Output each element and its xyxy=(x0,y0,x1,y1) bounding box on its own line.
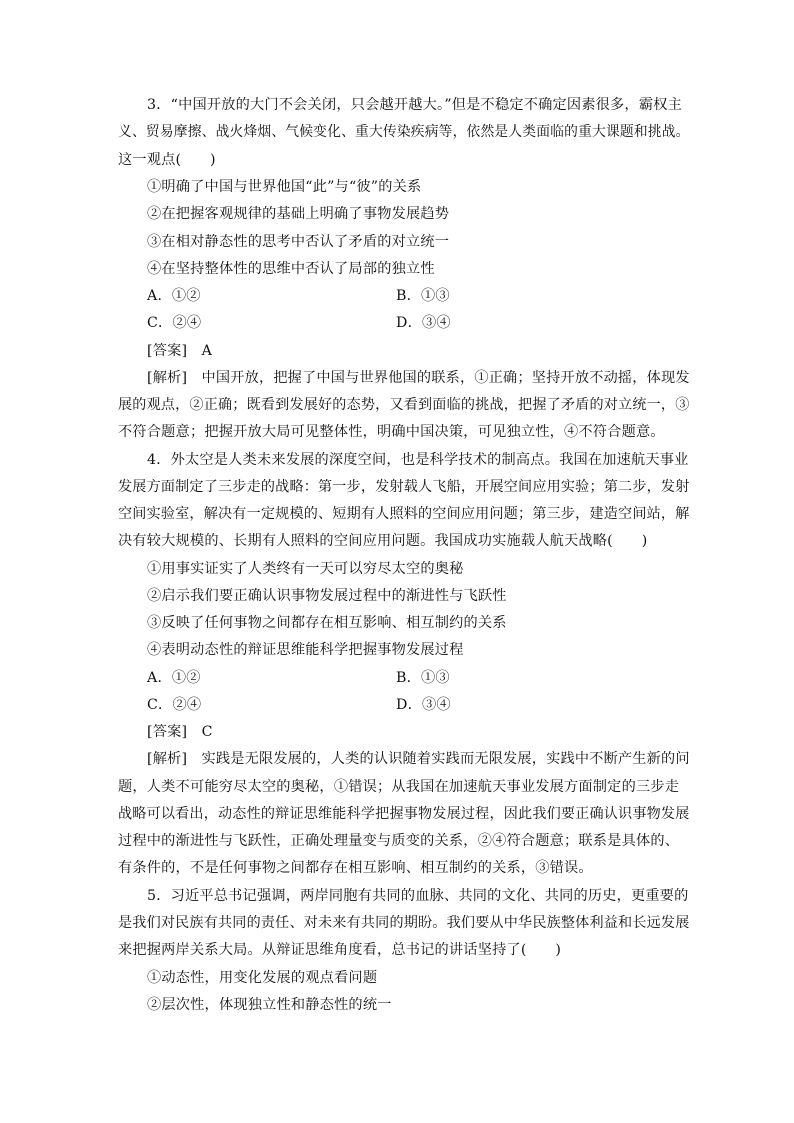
q4-option-c: C．②④ xyxy=(147,697,202,713)
q3-option-c: C．②④ xyxy=(147,315,202,331)
q3-answer: [答案] A xyxy=(147,343,213,359)
q3-statement-1: ①明确了中国与世界他国“此”与“彼”的关系 xyxy=(147,179,422,195)
q3-statement-4: ④在坚持整体性的思维中否认了局部的独立性 xyxy=(147,261,435,277)
q3-analysis-line-1: [解析] 中国开放，把握了中国与世界他国的联系，①正确；坚持开放不动摇，体现发 xyxy=(147,370,690,386)
q3-statement-3: ③在相对静态性的思考中否认了矛盾的对立统一 xyxy=(147,234,450,250)
q3-statement-2: ②在把握客观规律的基础上明确了事物发展趋势 xyxy=(147,206,450,222)
q4-statement-4: ④表明动态性的辩证思维能科学把握事物发展过程 xyxy=(147,642,464,658)
q4-answer: [答案] C xyxy=(147,724,213,740)
q4-stem-line-2: 发展方面制定了三步走的战略：第一步，发射载人飞船，开展空间应用实验；第二步，发射 xyxy=(118,479,690,495)
q4-statement-1: ①用事实证实了人类终有一天可以穷尽太空的奥秘 xyxy=(147,561,464,577)
q4-stem-line-4: 决有较大规模的、长期有人照料的空间应用问题。我国成功实施载人航天战略( ) xyxy=(118,533,648,549)
q4-statement-3: ③反映了任何事物之间都存在相互影响、相互制约的关系 xyxy=(147,615,507,631)
q4-analysis-line-4: 过程中的渐进性与飞跃性，正确处理量变与质变的关系，②④符合题意；联系是具体的、 xyxy=(118,833,680,849)
q3-stem-line-1: 3．“中国开放的大门不会关闭，只会越开越大。”但是不稳定不确定因素很多，霸权主 xyxy=(147,97,682,113)
q4-option-a: A．①② xyxy=(147,670,201,686)
q3-stem-line-2: 义、贸易摩擦、战火烽烟、气候变化、重大传染疾病等，依然是人类面临的重大课题和挑战。 xyxy=(118,124,690,140)
q3-option-a: A．①② xyxy=(147,288,201,304)
q4-option-d: D．③④ xyxy=(396,697,451,713)
q3-option-b: B．①③ xyxy=(396,288,450,304)
q5-statement-2: ②层次性，体现独立性和静态性的统一 xyxy=(147,997,392,1013)
q5-stem-line-2: 是我们对民族有共同的责任、对未来有共同的期盼。我们要从中华民族整体利益和长远发展 xyxy=(118,915,690,931)
q3-option-d: D．③④ xyxy=(396,315,451,331)
q4-option-b: B．①③ xyxy=(396,670,450,686)
q3-analysis-line-2: 展的观点，②正确；既看到发展好的态势，又看到面临的挑战，把握了矛盾的对立统一，③ xyxy=(118,397,690,413)
q4-analysis-line-3: 战略可以看出，动态性的辩证思维能科学把握事物发展过程，因此我们要正确认识事物发展 xyxy=(118,806,690,822)
q4-statement-2: ②启示我们要正确认识事物发展过程中的渐进性与飞跃性 xyxy=(147,588,507,604)
q5-statement-1: ①动态性，用变化发展的观点看问题 xyxy=(147,970,378,986)
q4-analysis-line-2: 题，人类不可能穷尽太空的奥秘，①错误；从我国在加速航天事业发展方面制定的三步走 xyxy=(118,779,680,795)
q4-analysis-line-1: [解析] 实践是无限发展的，人类的认识随着实践而无限发展，实践中不断产生新的问 xyxy=(147,751,690,767)
q4-analysis-line-5: 有条件的，不是任何事物之间都存在相互影响、相互制约的关系，③错误。 xyxy=(118,860,593,876)
q5-stem-line-3: 来把握两岸关系大局。从辩证思维角度看，总书记的讲话坚持了( ) xyxy=(118,942,562,958)
q5-stem-line-1: 5．习近平总书记强调，两岸同胞有共同的血脉、共同的文化、共同的历史，更重要的 xyxy=(147,888,689,904)
q3-analysis-line-3: 不符合题意；把握开放大局可见整体性，明确中国决策，可见独立性，④不符合题意。 xyxy=(118,424,665,440)
q4-stem-line-1: 4．外太空是人类未来发展的深度空间，也是科学技术的制高点。我国在加速航天事业 xyxy=(147,452,689,468)
q3-stem-line-3: 这一观点( ) xyxy=(118,152,216,168)
q4-stem-line-3: 空间实验室，解决有一定规模的、短期有人照料的空间应用问题；第三步，建造空间站，解 xyxy=(118,506,690,522)
